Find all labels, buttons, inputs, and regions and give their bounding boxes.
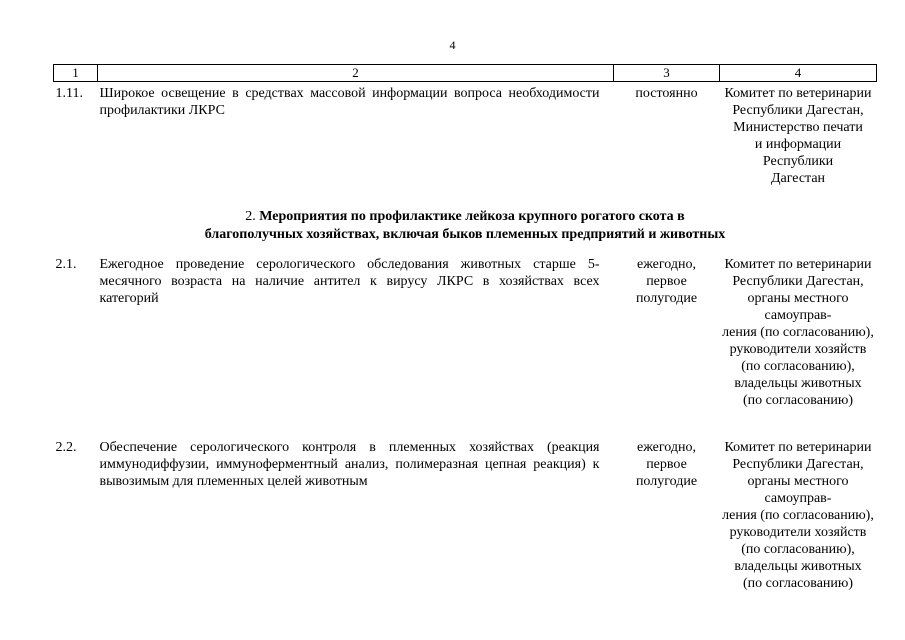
responsible-line: Дагестан	[770, 171, 826, 186]
table-row-1-11	[54, 82, 877, 188]
section-heading-line-1	[54, 208, 877, 226]
responsible-line: руководители хозяйств	[729, 342, 867, 357]
deadline	[614, 256, 720, 409]
measure-text: Ежегодное проведение серологического обследования животных старше 5-месячного возраста на наличие антител к вирусу ЛКРС в хозяйствах всех категорий	[99, 257, 600, 306]
row-number: 1.11.	[55, 86, 83, 101]
responsible-line: Комитет по ветеринарии	[724, 440, 872, 455]
header-col-3: 3	[614, 65, 720, 82]
responsible-line: владельцы животных	[734, 376, 862, 391]
section-title-2: благополучных хозяйствах, включая быков племенных предприятий и животных	[204, 227, 726, 242]
table-row-2-1	[54, 256, 877, 409]
responsible-line: (по согласованию),	[741, 542, 855, 557]
header-col-4: 4	[720, 65, 877, 82]
responsible	[720, 82, 877, 188]
responsible-line: (по согласованию),	[741, 359, 855, 374]
responsible-line: Комитет по ветеринарии	[724, 257, 872, 272]
measure-text: Обеспечение серологического контроля в племенных хозяйствах (реакция иммунодиффузии, иммуноферментный анализ, полимеразная цепная реакция) к вывозимым для племенных целей животным	[99, 440, 600, 489]
responsible-line: Республики Дагестан,	[732, 457, 864, 472]
deadline	[614, 439, 720, 592]
responsible-line: Министерство печати	[733, 120, 863, 135]
responsible-line: (по согласованию)	[742, 393, 854, 408]
header-col-2: 2	[98, 65, 614, 82]
responsible	[720, 256, 877, 409]
responsible-line: ления (по согласованию),	[722, 508, 874, 523]
deadline-line: ежегодно,	[636, 440, 697, 455]
deadline-line: первое	[646, 274, 687, 289]
deadline-line: полугодие	[635, 291, 698, 306]
spacer-row	[54, 409, 877, 439]
deadline-line: полугодие	[635, 474, 698, 489]
responsible-line: руководители хозяйств	[729, 525, 867, 540]
row-number: 2.1.	[55, 257, 77, 272]
responsible-line: органы местного самоуправ-	[747, 474, 849, 506]
measures-table	[53, 64, 877, 592]
responsible-line: Комитет по ветеринарии	[724, 86, 872, 101]
section-heading-row	[54, 187, 877, 256]
deadline-line: ежегодно,	[636, 257, 697, 272]
section-number: 2.	[245, 209, 260, 224]
responsible-line: Республики Дагестан,	[732, 103, 864, 118]
section-title-1: Мероприятия по профилактике лейкоза крупного рогатого скота в	[259, 209, 685, 224]
responsible-line: владельцы животных	[734, 559, 862, 574]
responsible-line: Республики Дагестан,	[732, 274, 864, 289]
header-col-1: 1	[54, 65, 98, 82]
table-header-row	[54, 65, 877, 82]
table-row-2-2	[54, 439, 877, 592]
deadline-line: первое	[646, 457, 687, 472]
responsible-line: (по согласованию)	[742, 576, 854, 591]
page-number: 4	[449, 38, 456, 52]
responsible-line: ления (по согласованию),	[722, 325, 874, 340]
responsible-line: органы местного самоуправ-	[747, 291, 849, 323]
deadline: постоянно	[635, 86, 698, 101]
responsible-line: и информации Республики	[754, 137, 842, 169]
responsible	[720, 439, 877, 592]
measure-text: Широкое освещение в средствах массовой информации вопроса необходимости профилактики ЛКРС	[99, 86, 600, 118]
row-number: 2.2.	[55, 440, 77, 455]
